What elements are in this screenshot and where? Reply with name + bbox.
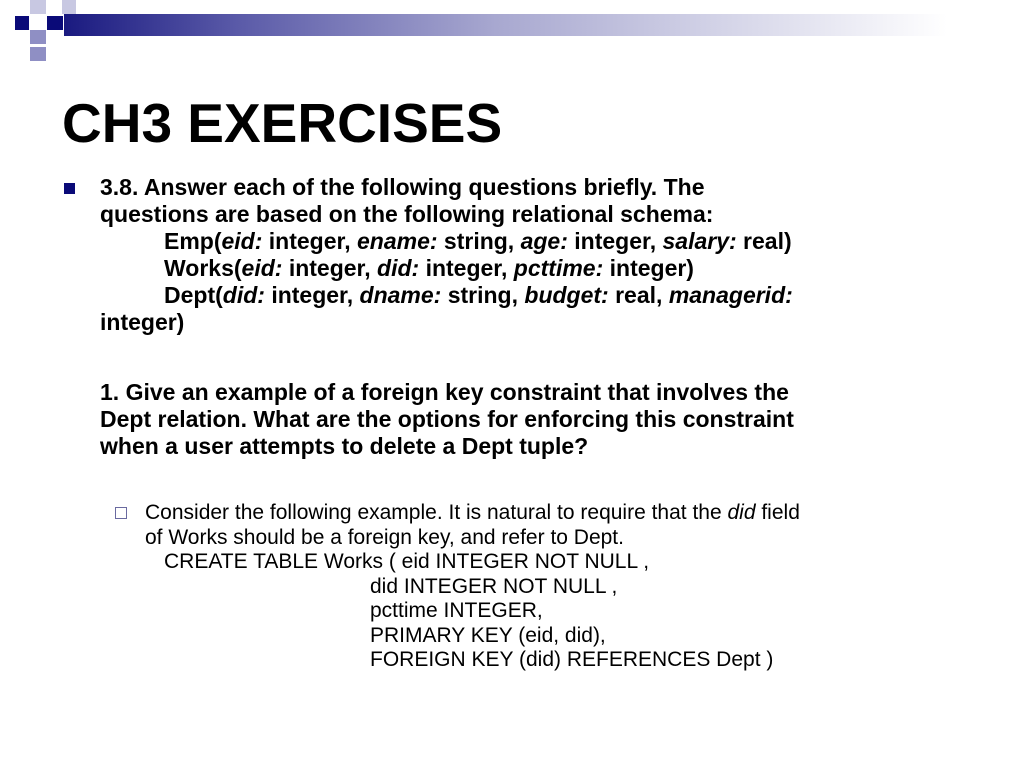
answer-line: Consider the following example. It is natural to require that the did field xyxy=(145,501,800,524)
schema-emp: Emp(eid: integer, ename: string, age: integer, salary: real) xyxy=(164,228,792,254)
bullet-square-icon xyxy=(64,183,75,194)
intro-line: questions are based on the following relational schema: xyxy=(100,201,714,227)
answer-line: of Works should be a foreign key, and refer to Dept. xyxy=(145,525,624,549)
question-1 xyxy=(100,379,980,460)
question-line: 1. Give an example of a foreign key constraint that involves the xyxy=(100,379,789,405)
decor-square xyxy=(30,30,46,44)
decor-square xyxy=(30,47,46,61)
exercise-intro xyxy=(100,174,980,336)
decor-square xyxy=(30,0,46,14)
answer-block xyxy=(145,501,965,673)
schema-dept: Dept(did: integer, dname: string, budget: real, managerid: xyxy=(164,282,793,308)
slide-title: CH3 EXERCISES xyxy=(62,92,503,154)
decor-square xyxy=(15,16,29,30)
schema-works: Works(eid: integer, did: integer, pcttime: integer) xyxy=(164,255,694,281)
header-gradient-band xyxy=(64,14,1024,36)
question-line: when a user attempts to delete a Dept tuple? xyxy=(100,433,589,459)
decor-square xyxy=(47,16,63,30)
code-line: PRIMARY KEY (eid, did), xyxy=(370,623,606,647)
intro-line: 3.8. Answer each of the following questions briefly. The xyxy=(100,174,705,200)
code-line: did INTEGER NOT NULL , xyxy=(370,574,618,598)
schema-dept-continued: integer) xyxy=(100,309,185,335)
decor-square xyxy=(62,0,76,14)
code-line: FOREIGN KEY (did) REFERENCES Dept ) xyxy=(370,648,774,671)
question-line: Dept relation. What are the options for enforcing this constraint xyxy=(100,406,794,432)
code-line: CREATE TABLE Works ( eid INTEGER NOT NULL , xyxy=(164,550,650,573)
code-line: pcttime INTEGER, xyxy=(370,599,543,622)
hollow-square-bullet-icon xyxy=(115,507,127,519)
